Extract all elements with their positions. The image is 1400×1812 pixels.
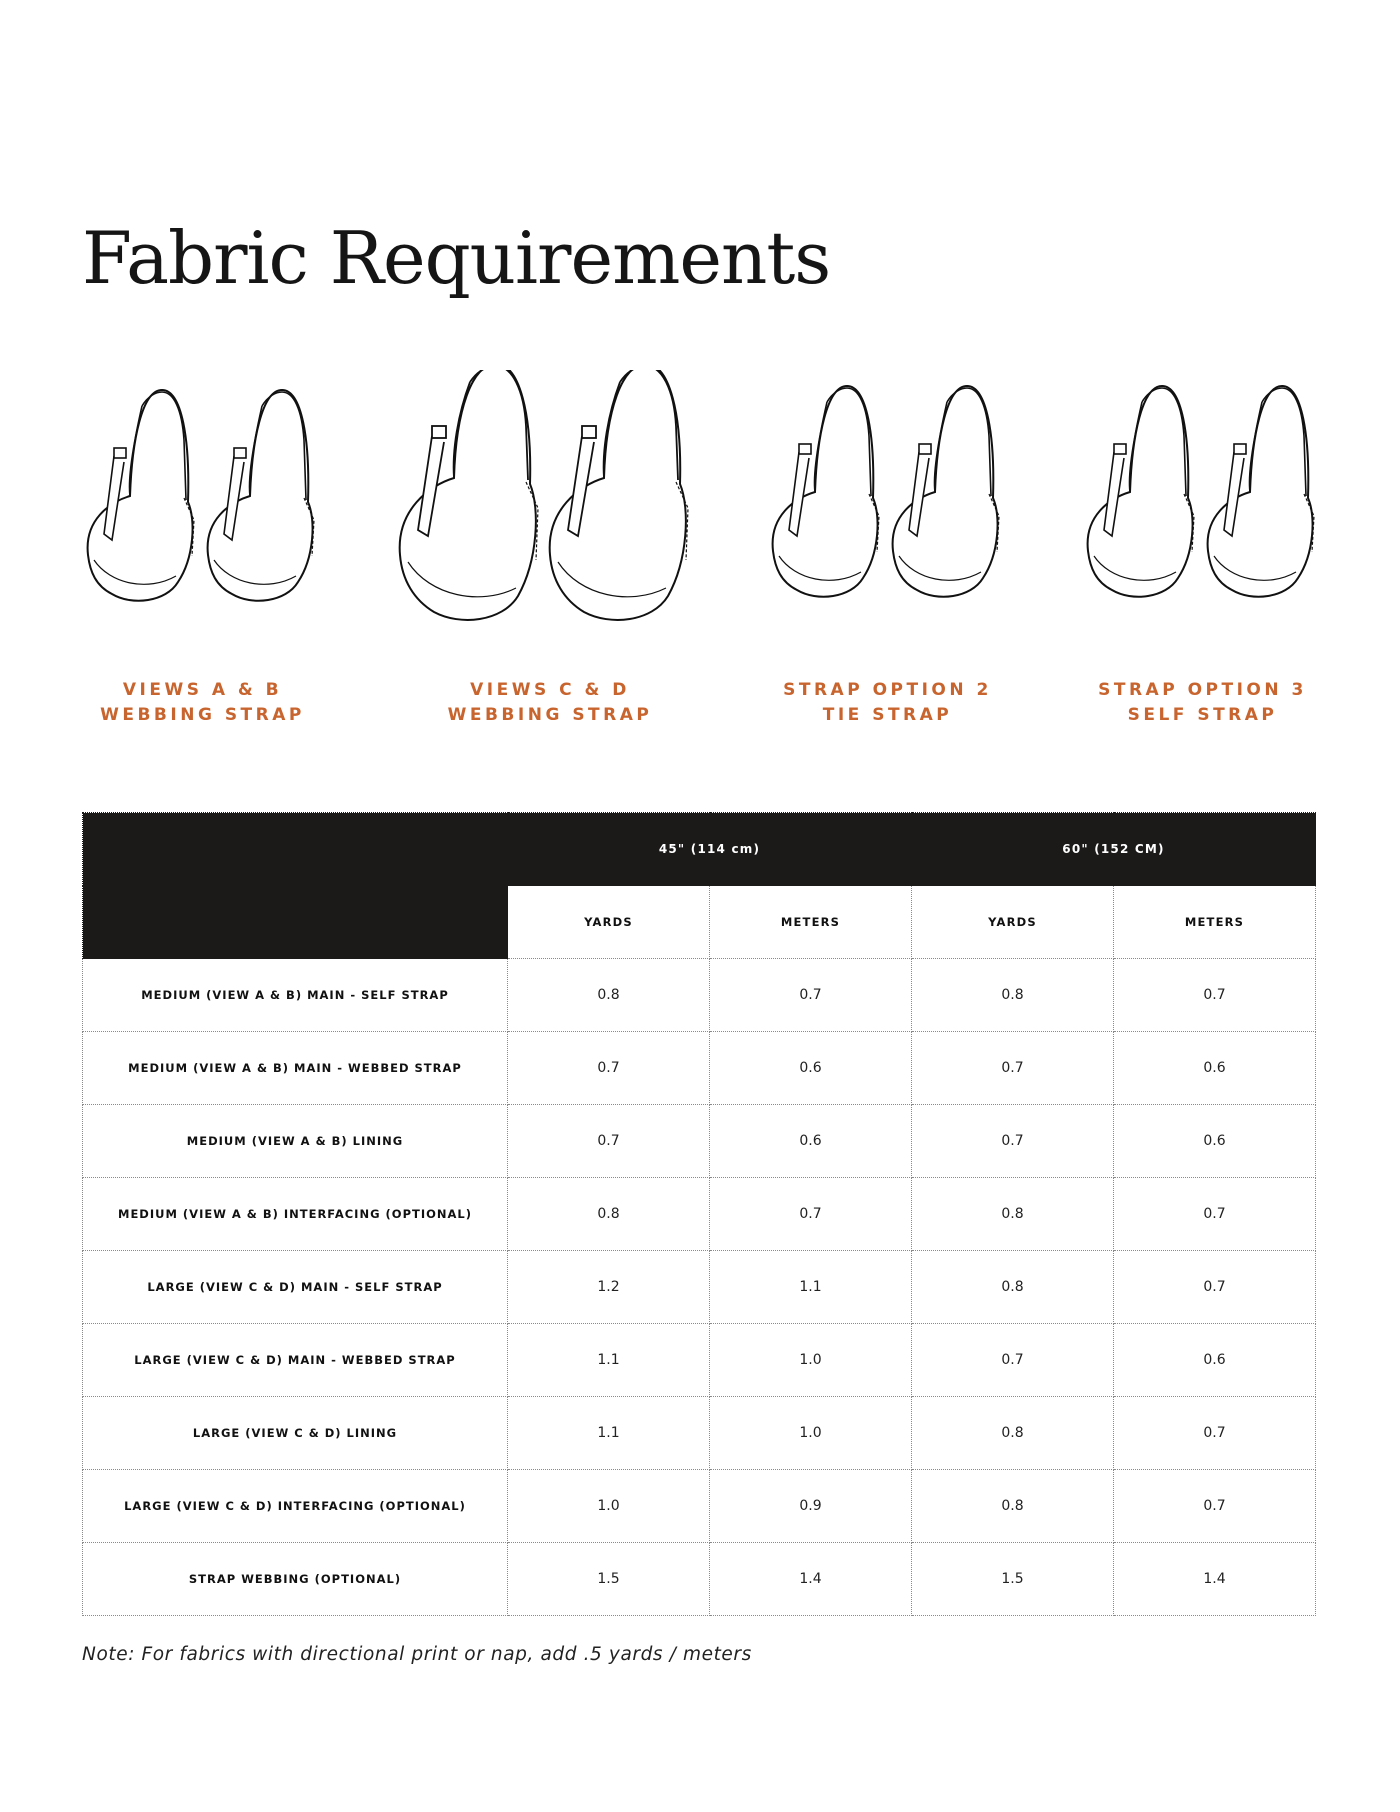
table-corner [83, 813, 508, 959]
table-cell: 1.4 [1114, 1543, 1316, 1616]
bag-illustration-self-strap [1070, 370, 1335, 660]
view-label-line2: WEBBING STRAP [447, 705, 653, 725]
view-label-line2: TIE STRAP [822, 705, 953, 725]
table-cell: 0.8 [912, 1397, 1114, 1470]
bag-illustration-medium-webbing [70, 370, 335, 660]
view-label [390, 678, 710, 728]
table-cell: 0.7 [1114, 1470, 1316, 1543]
column-header: YARDS [508, 886, 710, 959]
table-cell: 0.7 [1114, 1251, 1316, 1324]
table-cell: 1.0 [508, 1470, 710, 1543]
row-label: STRAP WEBBING (OPTIONAL) [83, 1543, 508, 1616]
table-cell: 1.1 [508, 1397, 710, 1470]
table-cell: 0.7 [912, 1105, 1114, 1178]
page-title: Fabric Requirements [82, 216, 831, 300]
table-cell: 0.8 [912, 959, 1114, 1032]
table-cell: 0.8 [508, 1178, 710, 1251]
view-label [70, 678, 335, 728]
table-cell: 1.2 [508, 1251, 710, 1324]
bag-illustration-tie-strap [755, 370, 1020, 660]
table-cell: 0.7 [912, 1032, 1114, 1105]
table-cell: 1.5 [508, 1543, 710, 1616]
view-strap-option-2 [755, 370, 1020, 740]
table-cell: 0.7 [508, 1032, 710, 1105]
table-cell: 1.1 [508, 1324, 710, 1397]
view-label [1070, 678, 1335, 728]
table-cell: 0.7 [1114, 1178, 1316, 1251]
row-label: MEDIUM (VIEW A & B) MAIN - SELF STRAP [83, 959, 508, 1032]
table-cell: 0.6 [1114, 1032, 1316, 1105]
table-group-header-row [83, 813, 1316, 886]
table-row [83, 1470, 1316, 1543]
column-header: METERS [710, 886, 912, 959]
view-strap-option-3 [1070, 370, 1335, 740]
view-c-d [390, 370, 710, 740]
table-row [83, 1251, 1316, 1324]
view-a-b [70, 370, 335, 740]
column-group-header: 60" (152 CM) [912, 813, 1316, 886]
column-header: YARDS [912, 886, 1114, 959]
table-row [83, 1397, 1316, 1470]
row-label: MEDIUM (VIEW A & B) INTERFACING (OPTIONAL) [83, 1178, 508, 1251]
table-row [83, 1178, 1316, 1251]
table-row [83, 1324, 1316, 1397]
bag-views [70, 370, 1335, 740]
table-row [83, 1105, 1316, 1178]
row-label: MEDIUM (VIEW A & B) LINING [83, 1105, 508, 1178]
table-cell: 0.7 [1114, 1397, 1316, 1470]
table-row [83, 959, 1316, 1032]
table-cell: 0.7 [912, 1324, 1114, 1397]
table-cell: 1.5 [912, 1543, 1114, 1616]
table-row [83, 1543, 1316, 1616]
table-cell: 0.8 [912, 1251, 1114, 1324]
table-cell: 0.6 [710, 1032, 912, 1105]
table-cell: 0.6 [1114, 1105, 1316, 1178]
column-header: METERS [1114, 886, 1316, 959]
table-cell: 0.6 [710, 1105, 912, 1178]
table-cell: 0.7 [710, 959, 912, 1032]
table-row [83, 1032, 1316, 1105]
table-cell: 0.8 [912, 1470, 1114, 1543]
table-cell: 0.7 [508, 1105, 710, 1178]
row-label: LARGE (VIEW C & D) LINING [83, 1397, 508, 1470]
view-label-line2: SELF STRAP [1127, 705, 1278, 725]
table-cell: 0.8 [912, 1178, 1114, 1251]
row-label: MEDIUM (VIEW A & B) MAIN - WEBBED STRAP [83, 1032, 508, 1105]
view-label-line1: STRAP OPTION 2 [783, 680, 992, 700]
table-cell: 0.9 [710, 1470, 912, 1543]
view-label-line1: VIEWS C & D [470, 680, 630, 700]
table-cell: 1.0 [710, 1324, 912, 1397]
view-label-line1: VIEWS A & B [122, 680, 283, 700]
view-label [755, 678, 1020, 728]
table-cell: 0.7 [710, 1178, 912, 1251]
row-label: LARGE (VIEW C & D) INTERFACING (OPTIONAL) [83, 1470, 508, 1543]
table-cell: 1.1 [710, 1251, 912, 1324]
row-label: LARGE (VIEW C & D) MAIN - SELF STRAP [83, 1251, 508, 1324]
footnote: Note: For fabrics with directional print or nap, add .5 yards / meters [82, 1644, 752, 1665]
row-label: LARGE (VIEW C & D) MAIN - WEBBED STRAP [83, 1324, 508, 1397]
table-cell: 0.7 [1114, 959, 1316, 1032]
fabric-requirements-table [82, 812, 1316, 1616]
table-cell: 1.0 [710, 1397, 912, 1470]
view-label-line2: WEBBING STRAP [100, 705, 305, 725]
table-cell: 0.8 [508, 959, 710, 1032]
table-cell: 0.6 [1114, 1324, 1316, 1397]
view-label-line1: STRAP OPTION 3 [1098, 680, 1307, 700]
table-cell: 1.4 [710, 1543, 912, 1616]
bag-illustration-large-webbing [390, 370, 710, 660]
column-group-header: 45" (114 cm) [508, 813, 912, 886]
